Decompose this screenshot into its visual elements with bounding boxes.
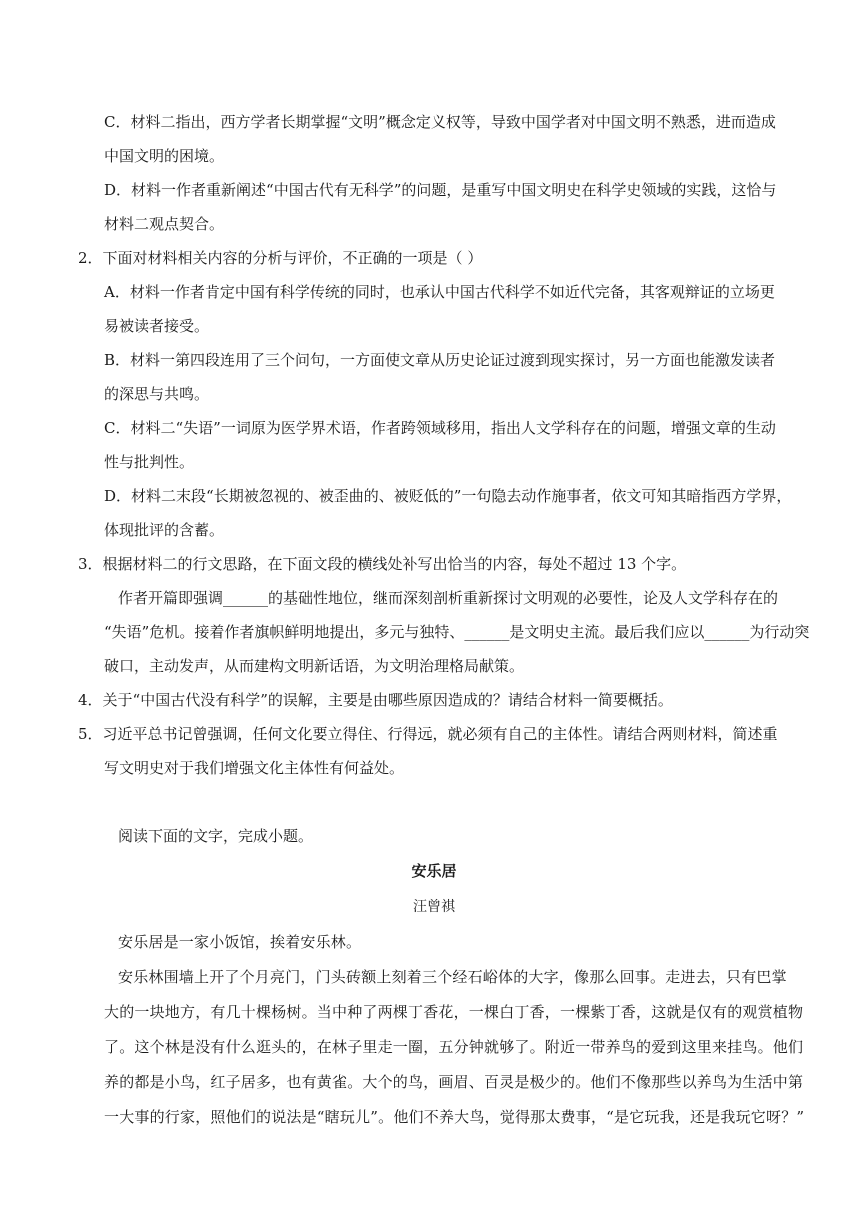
q2-option-c-line2: 性与批判性。 <box>104 453 195 471</box>
q3-paragraph-line3: 破口，主动发声，从而建构文明新话语，为文明治理格局献策。 <box>104 657 525 675</box>
q2-option-a-line1: A．材料一作者肯定中国有科学传统的同时，也承认中国古代科学不如近代完备，其客观辩证的立场更 <box>104 283 775 301</box>
q1-option-d-line1: D．材料一作者重新阐述“中国古代有无科学”的问题，是重写中国文明史在科学史领域的实践，这恰与 <box>104 181 777 199</box>
q2-option-d-line2: 体现批评的含蓄。 <box>104 521 225 539</box>
story-author: 汪曾祺 <box>413 899 455 915</box>
q3-stem: 3．根据材料二的行文思路，在下面文段的横线处补写出恰当的内容，每处不超过 13 个字。 <box>78 555 687 573</box>
q2-option-c-line1: C．材料二“失语”一词原为医学界术语，作者跨领域移用，指出人文学科存在的问题，增强文章的生动 <box>104 419 776 437</box>
q5-stem-line2: 写文明史对于我们增强文化主体性有何益处。 <box>104 759 405 777</box>
story-paragraph-2-line2: 大的一块地方，有几十棵杨树。当中种了两棵丁香花，一棵白丁香，一棵紫丁香，这就是仅有的观赏植物 <box>104 1003 804 1021</box>
story-paragraph-2-line3: 了。这个林是没有什么逛头的，在林子里走一圈，五分钟就够了。附近一带养鸟的爱到这里来挂鸟。他们 <box>104 1038 804 1056</box>
story-title: 安乐居 <box>411 862 457 880</box>
q3-paragraph-line1: 作者开篇即强调______的基础性地位，继而深刻剖析重新探讨文明观的必要性，论及人文学科存在的 <box>118 589 779 607</box>
q5-stem-line1: 5．习近平总书记曾强调，任何文化要立得住、行得远，就必须有自己的主体性。请结合两则材料，简述重 <box>78 725 778 743</box>
reading-instruction: 阅读下面的文字，完成小题。 <box>118 827 314 845</box>
story-paragraph-2-line5: 一大事的行家，照他们的说法是“瞎玩儿”。他们不养大鸟，觉得那太费事，“是它玩我，还是我玩它呀？” <box>104 1108 805 1126</box>
q2-option-d-line1: D．材料二末段“长期被忽视的、被歪曲的、被贬低的”一句隐去动作施事者，依文可知其暗指西方学界， <box>104 487 792 505</box>
story-paragraph-1: 安乐居是一家小饭馆，挨着安乐林。 <box>118 933 362 951</box>
q2-option-b-line1: B．材料一第四段连用了三个问句，一方面使文章从历史论证过渡到现实探讨，另一方面也能激发读者 <box>104 351 776 369</box>
story-paragraph-2-line4: 养的都是小鸟，红子居多，也有黄雀。大个的鸟，画眉、百灵是极少的。他们不像那些以养鸟为生活中第 <box>104 1073 804 1091</box>
q2-option-a-line2: 易被读者接受。 <box>104 317 210 335</box>
story-paragraph-2-line1: 安乐林围墙上开了个月亮门，门头砖额上刻着三个经石峪体的大字，像那么回事。走进去，只有巴掌 <box>118 968 787 986</box>
q1-option-d-line2: 材料二观点契合。 <box>104 215 225 233</box>
q2-stem: 2．下面对材料相关内容的分析与评价，不正确的一项是（ ） <box>78 249 483 267</box>
q1-option-c-line2: 中国文明的困境。 <box>104 147 225 165</box>
q2-option-b-line2: 的深思与共鸣。 <box>104 385 210 403</box>
q4-stem: 4．关于“中国古代没有科学”的误解，主要是由哪些原因造成的？请结合材料一简要概括。 <box>78 691 673 709</box>
q1-option-c-line1: C．材料二指出，西方学者长期掌握“文明”概念定义权等，导致中国学者对中国文明不熟悉，进而造成 <box>104 113 776 131</box>
q3-paragraph-line2: “失语”危机。接着作者旗帜鲜明地提出，多元与独特、______是文明史主流。最后我们应以______为行动突 <box>104 623 810 641</box>
